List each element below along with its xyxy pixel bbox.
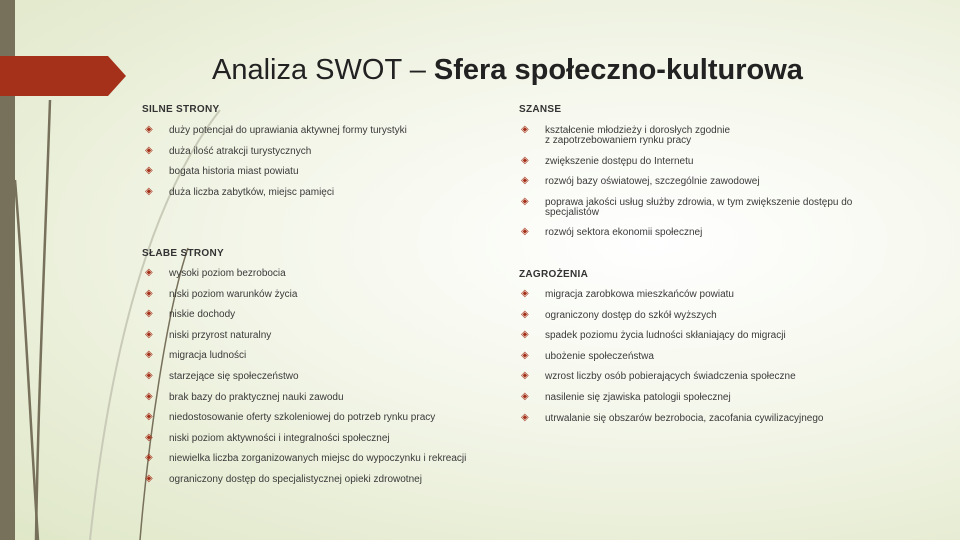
diamond-bullet-icon: ◈ [145,308,153,320]
diamond-bullet-icon: ◈ [145,165,153,177]
list-item: ◈ ograniczony dostęp do specjalistycznej opieki zdrowotnej [145,472,422,485]
diamond-bullet-icon: ◈ [521,226,529,237]
weaknesses-list [145,269,466,496]
list-item: ◈ niedostosowanie oferty szkoleniowej do potrzeb rynku pracy [145,411,436,424]
weaknesses-heading: SŁABE STRONY [142,248,224,259]
list-item: ◈ duża liczba zabytków, miejsc pamięci [145,185,335,198]
list-item: ◈ duża ilość atrakcji turystycznych [145,144,312,157]
list-item: ◈ niski poziom warunków życia [145,287,298,300]
diamond-bullet-icon: ◈ [145,369,153,381]
diamond-bullet-icon: ◈ [521,124,529,135]
opportunities-heading: SZANSE [519,104,562,115]
page-title: Analiza SWOT – Sfera społeczno-kulturowa [212,54,803,86]
diamond-bullet-icon: ◈ [521,175,529,186]
diamond-bullet-icon: ◈ [145,328,153,340]
list-item: ◈ niewielka liczba zorganizowanych miejsc do wypoczynku i rekreacji [145,452,467,465]
list-item: ◈ wzrost liczby osób pobierających świadczenia społeczne [521,370,796,383]
diamond-bullet-icon: ◈ [521,370,529,382]
list-item: ◈ bogata historia miast powiatu [145,165,299,178]
diamond-bullet-icon: ◈ [145,185,153,197]
diamond-bullet-icon: ◈ [521,288,529,299]
list-item: ◈ duży potencjał do uprawiania aktywnej formy turystyki [145,124,407,136]
list-item: ◈ migracja ludności [145,349,247,362]
diamond-bullet-icon: ◈ [521,349,529,361]
list-item: ◈ rozwój sektora ekonomii społecznej [521,226,703,238]
list-item: ◈ utrwalanie się obszarów bezrobocia, zacofania cywilizacyjnego [521,411,824,424]
list-item: ◈ spadek poziomu życia ludności skłaniający do migracji [521,329,786,342]
diamond-bullet-icon: ◈ [521,154,529,166]
list-item: ◈ kształcenie młodzieży i dorosłych zgodnie z zapotrzebowaniem rynku pracy [521,124,731,146]
diamond-bullet-icon: ◈ [521,308,529,320]
diamond-bullet-icon: ◈ [521,195,529,207]
diamond-bullet-icon: ◈ [145,452,153,464]
list-item: ◈ nasilenie się zjawiska patologii społecznej [521,390,731,403]
list-item: ◈ wysoki poziom bezrobocia [145,267,286,279]
opportunities-list [521,126,901,249]
diamond-bullet-icon: ◈ [145,431,153,443]
list-item: ◈ niski poziom aktywności i integralności społecznej [145,431,390,444]
list-item: ◈ ubożenie społeczeństwa [521,349,654,362]
diamond-bullet-icon: ◈ [521,411,529,423]
threats-list [521,290,823,434]
diamond-bullet-icon: ◈ [145,472,153,484]
list-item: ◈ starzejące się społeczeństwo [145,369,299,382]
strengths-list [145,126,407,208]
title-banner-arrow [0,56,108,96]
list-item: ◈ poprawa jakości usług służby zdrowia, w tym zwiększenie dostępu do specjalistów [521,195,853,218]
list-item: ◈ rozwój bazy oświatowej, szczególnie zawodowej [521,175,760,187]
diamond-bullet-icon: ◈ [145,124,153,135]
diamond-bullet-icon: ◈ [145,411,153,423]
threats-heading: ZAGROŻENIA [519,269,589,280]
diamond-bullet-icon: ◈ [521,329,529,341]
diamond-bullet-icon: ◈ [521,390,529,402]
list-item: ◈ brak bazy do praktycznej nauki zawodu [145,390,344,403]
list-item: ◈ zwiększenie dostępu do Internetu [521,154,694,167]
list-item: ◈ migracja zarobkowa mieszkańców powiatu [521,288,734,300]
diamond-bullet-icon: ◈ [145,144,153,156]
diamond-bullet-icon: ◈ [145,390,153,402]
list-item: ◈ niski przyrost naturalny [145,328,272,341]
diamond-bullet-icon: ◈ [145,267,153,278]
diamond-bullet-icon: ◈ [145,287,153,299]
list-item: ◈ niskie dochody [145,308,236,321]
diamond-bullet-icon: ◈ [145,349,153,361]
list-item: ◈ ograniczony dostęp do szkół wyższych [521,308,717,321]
strengths-heading: SILNE STRONY [142,104,220,115]
